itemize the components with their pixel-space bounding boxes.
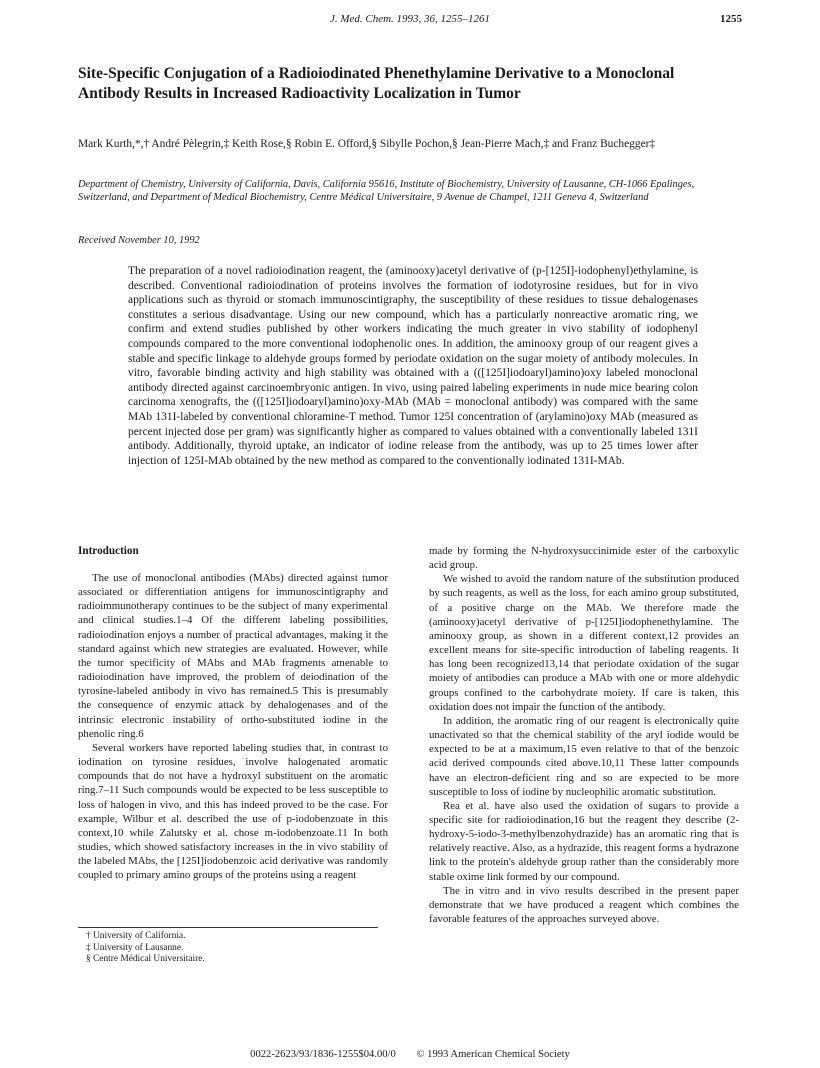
footnotes — [78, 927, 378, 966]
paragraph: The use of monoclonal antibodies (MAbs) directed against tumor associated or differentiation antigens for immunoscintigraphy and radioimmunotherapy continues to be the subject of many experimental and clinical studies.1–4 Of the different labeling possibilities, radioiodination enjoys a number of practical advantages, making it the standard against which new strategies are evaluated. However, while the tumor specificity of MAbs and MAb fragments amenable to radioiodination have improved, the problem of deiodination of the tyrosine-labeled antibody in vivo has remained.5 This is presumably the consequence of enzymic attack by dehalogenases and of the intrinsic electronic instability of ortho-substituted iodine in the phenolic ring.6 — [78, 572, 388, 740]
affiliations: Department of Chemistry, University of California, Davis, California 95616, Institute of Biochemistry, University of Lausanne, CH-1066 Epalinges, Switzerland, and Department of Medical Biochemistry, Centre Médical Universitaire, 9 Avenue de Champel, 1211 Geneva 4, Switzerland — [78, 179, 695, 204]
paragraph: made by forming the N-hydroxysuccinimide ester of the carboxylic acid group. — [429, 545, 739, 572]
footnote: ‡ University of Lausanne. — [86, 942, 184, 953]
paragraph: We wished to avoid the random nature of the substitution produced by such reagents, as well as the loss, for each amino group substituted, of a positive charge on the MAb. We therefore made the (aminooxy)acetyl derivative of p-[125I]iodophenethylamine. The aminooxy group, as shown in a different context,12 provides an excellent means for site-specific introduction of labeling reagents. It has long been recognized13,14 that periodate oxidation of the sugar moiety of antibodies can produce a MAb with one or more aldehydic groups confined to the carbohydrate moiety. If care is taken, this oxidation does not impair the function of the antibody. — [429, 573, 739, 713]
right-column — [429, 544, 739, 926]
abstract: The preparation of a novel radioiodination reagent, the (aminooxy)acetyl derivative of (p-[125I]-iodophenyl)ethylamine, is described. Conventional radioiodination of proteins involves the formation of iodotyrosine residues, but for in vivo applications such as thyroid or stomach immunoscintigraphy, the susceptibility of these residues to tissue dehalogenases constitutes a serious disadvantage. Using our new compound, which has a particularly nonreactive aromatic ring, we confirm and extend studies published by other workers indicating the much greater in vivo stability of iodophenyl compounds compared to the more conventional iodophenolic ones. In addition, the aminooxy group of our reagent gives a stable and specific linkage to aldehyde groups formed by periodate oxidation on the sugar moiety of antibody molecules. In vitro, favorable binding activity and high stability was obtained with a (([125I]iodoaryl)amino)oxy labeled monoclonal antibody directed against carcinoembryonic antigen. In vivo, using paired labeling experiments in nude mice bearing colon carcinoma xenografts, the (([125I]iodoaryl)amino)oxy-MAb (MAb = monoclonal antibody) was compared with the same MAb 131I-labeled by conventional chloramine-T method. Tumor 125I concentration of (arylamino)oxy MAb (measured as percent injected dose per gram) was significantly higher as compared to values obtained with a conventionally labeled 131I antibody. Additionally, thyroid uptake, an indicator of iodine release from the antibody, was up to 25 times lower after injection of 125I-MAb obtained by the new method as compared to the conventionally iodinated 131I-MAb. — [128, 265, 698, 467]
footnote: § Centre Médical Universitaire. — [86, 954, 205, 964]
footnote: † University of California. — [86, 931, 186, 941]
author-list: Mark Kurth,*,† André Pèlegrin,‡ Keith Rose,§ Robin E. Offord,§ Sibylle Pochon,§ Jean-Pierre Mach,‡ and Franz Buchegger‡ — [78, 138, 656, 150]
page-footer — [0, 1049, 820, 1060]
received-date: Received November 10, 1992 — [78, 235, 200, 246]
running-head — [78, 13, 742, 27]
section-heading-introduction: Introduction — [78, 545, 139, 557]
journal-citation: J. Med. Chem. 1993, 36, 1255–1261 — [329, 13, 491, 25]
paragraph: In addition, the aromatic ring of our reagent is electronically quite unactivated so that the chemical stability of the aryl iodide would be expected to be at a maximum,15 even relative to that of the benzoic acid derived compounds cited above.10,11 These latter compounds have an electron-deficient ring and so are expected to be more susceptible to loss of iodine by nucleophilic aromatic substitution. — [429, 714, 739, 798]
page-number: 1255 — [720, 13, 742, 25]
article-code: 0022-2623/93/1836-1255$04.00/0 — [250, 1049, 396, 1060]
article-title: Site-Specific Conjugation of a Radioiodinated Phenethylamine Derivative to a Monoclonal Antibody Results in Increased Radioactivity Localization in Tumor — [78, 65, 675, 102]
copyright: © 1993 American Chemical Society — [416, 1049, 570, 1060]
left-column — [78, 544, 388, 882]
paragraph: Rea et al. have also used the oxidation of sugars to provide a specific site for radioiodination,16 but the reagent they describe (2-hydroxy-5-iodo-3-methylbenzohydrazide) has an aromatic ring that is relatively reactive. Also, as a hydrazide, this reagent forms a hydrazone link to the protein's aldehyde group rather than the considerably more stable oxime link formed by our compound. — [429, 799, 739, 883]
paragraph: The in vitro and in vivo results described in the present paper demonstrate that we have produced a reagent which combines the favorable features of the approaches surveyed above. — [429, 884, 739, 926]
paragraph: Several workers have reported labeling studies that, in contrast to iodination on tyrosine residues, involve halogenated aromatic compounds that do not have a hydroxyl substituent on the aromatic ring.7–11 Such compounds would be expected to be less susceptible to loss of halogen in vivo, and this has indeed proved to be the case. For example, Wilbur et al. described the use of p-iodobenzoate in this context,10 while Zalutsky et al. chose m-iodobenzoate.11 In both studies, which showed satisfactory increases in the in vivo stability of the labeled MAbs, the [125I]iodobenzoic acid derivative was randomly coupled to primary amino groups of the proteins using a reagent — [78, 741, 388, 882]
